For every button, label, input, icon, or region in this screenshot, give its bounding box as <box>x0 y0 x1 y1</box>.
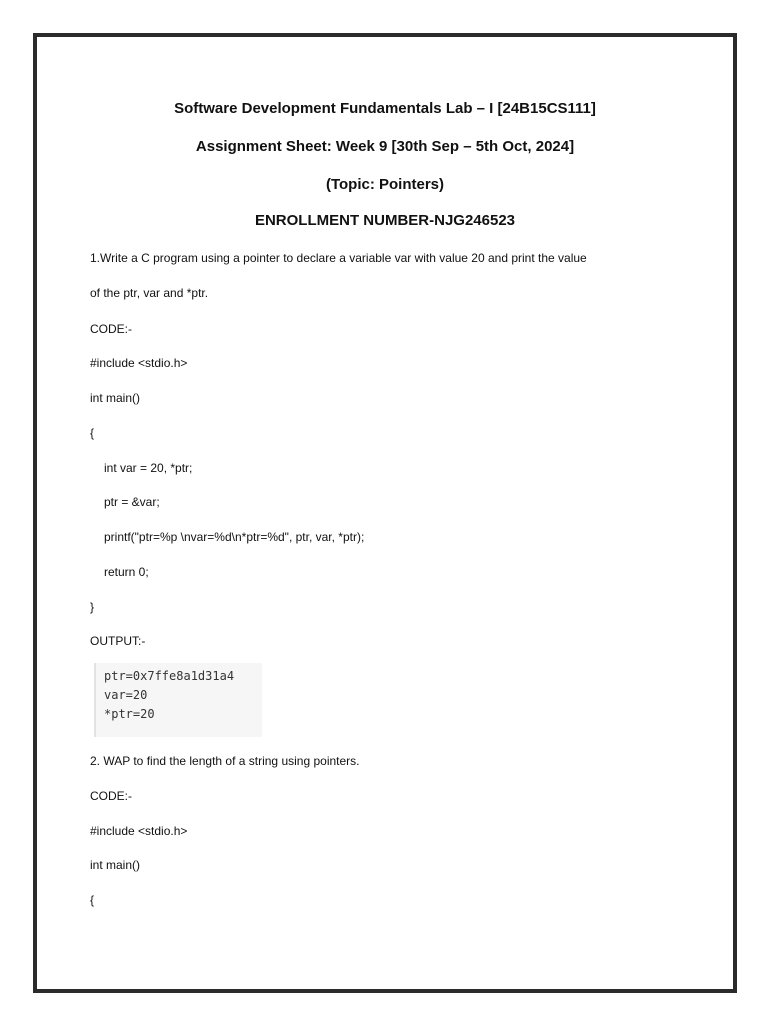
code-line: int main() <box>90 391 141 405</box>
output-line: var=20 <box>104 688 148 702</box>
question-2-code-label: CODE:- <box>90 789 132 803</box>
question-1-prompt-line-2: of the ptr, var and *ptr. <box>90 286 209 300</box>
document-page <box>33 33 737 993</box>
code-line: } <box>90 600 95 614</box>
page-content <box>37 37 733 989</box>
code-line: int main() <box>90 858 141 872</box>
topic-heading: (Topic: Pointers) <box>325 176 445 193</box>
code-line: int var = 20, *ptr; <box>104 461 193 475</box>
question-1-prompt-line-1: 1.Write a C program using a pointer to declare a variable var with value 20 and print the value <box>90 251 587 265</box>
code-line: printf("ptr=%p \nvar=%d\n*ptr=%d", ptr, var, *ptr); <box>104 530 365 544</box>
code-line: { <box>90 893 95 907</box>
code-line: #include <stdio.h> <box>90 824 188 838</box>
question-1-code-label: CODE:- <box>90 322 132 336</box>
code-line: return 0; <box>104 565 149 579</box>
code-line: ptr = &var; <box>104 495 160 509</box>
output-line: ptr=0x7ffe8a1d31a4 <box>104 669 235 683</box>
question-2-prompt: 2. WAP to find the length of a string using pointers. <box>90 754 360 768</box>
question-1-output-label: OUTPUT:- <box>90 634 146 648</box>
document-title: Software Development Fundamentals Lab – I [24B15CS111] <box>174 100 596 117</box>
code-line: { <box>90 426 95 440</box>
enrollment-heading: ENROLLMENT NUMBER-NJG246523 <box>254 212 516 229</box>
code-line: #include <stdio.h> <box>90 356 188 370</box>
assignment-sheet-heading: Assignment Sheet: Week 9 [30th Sep – 5th Oct, 2024] <box>195 138 575 155</box>
output-line: *ptr=20 <box>104 707 155 721</box>
output-console-box <box>94 663 262 737</box>
